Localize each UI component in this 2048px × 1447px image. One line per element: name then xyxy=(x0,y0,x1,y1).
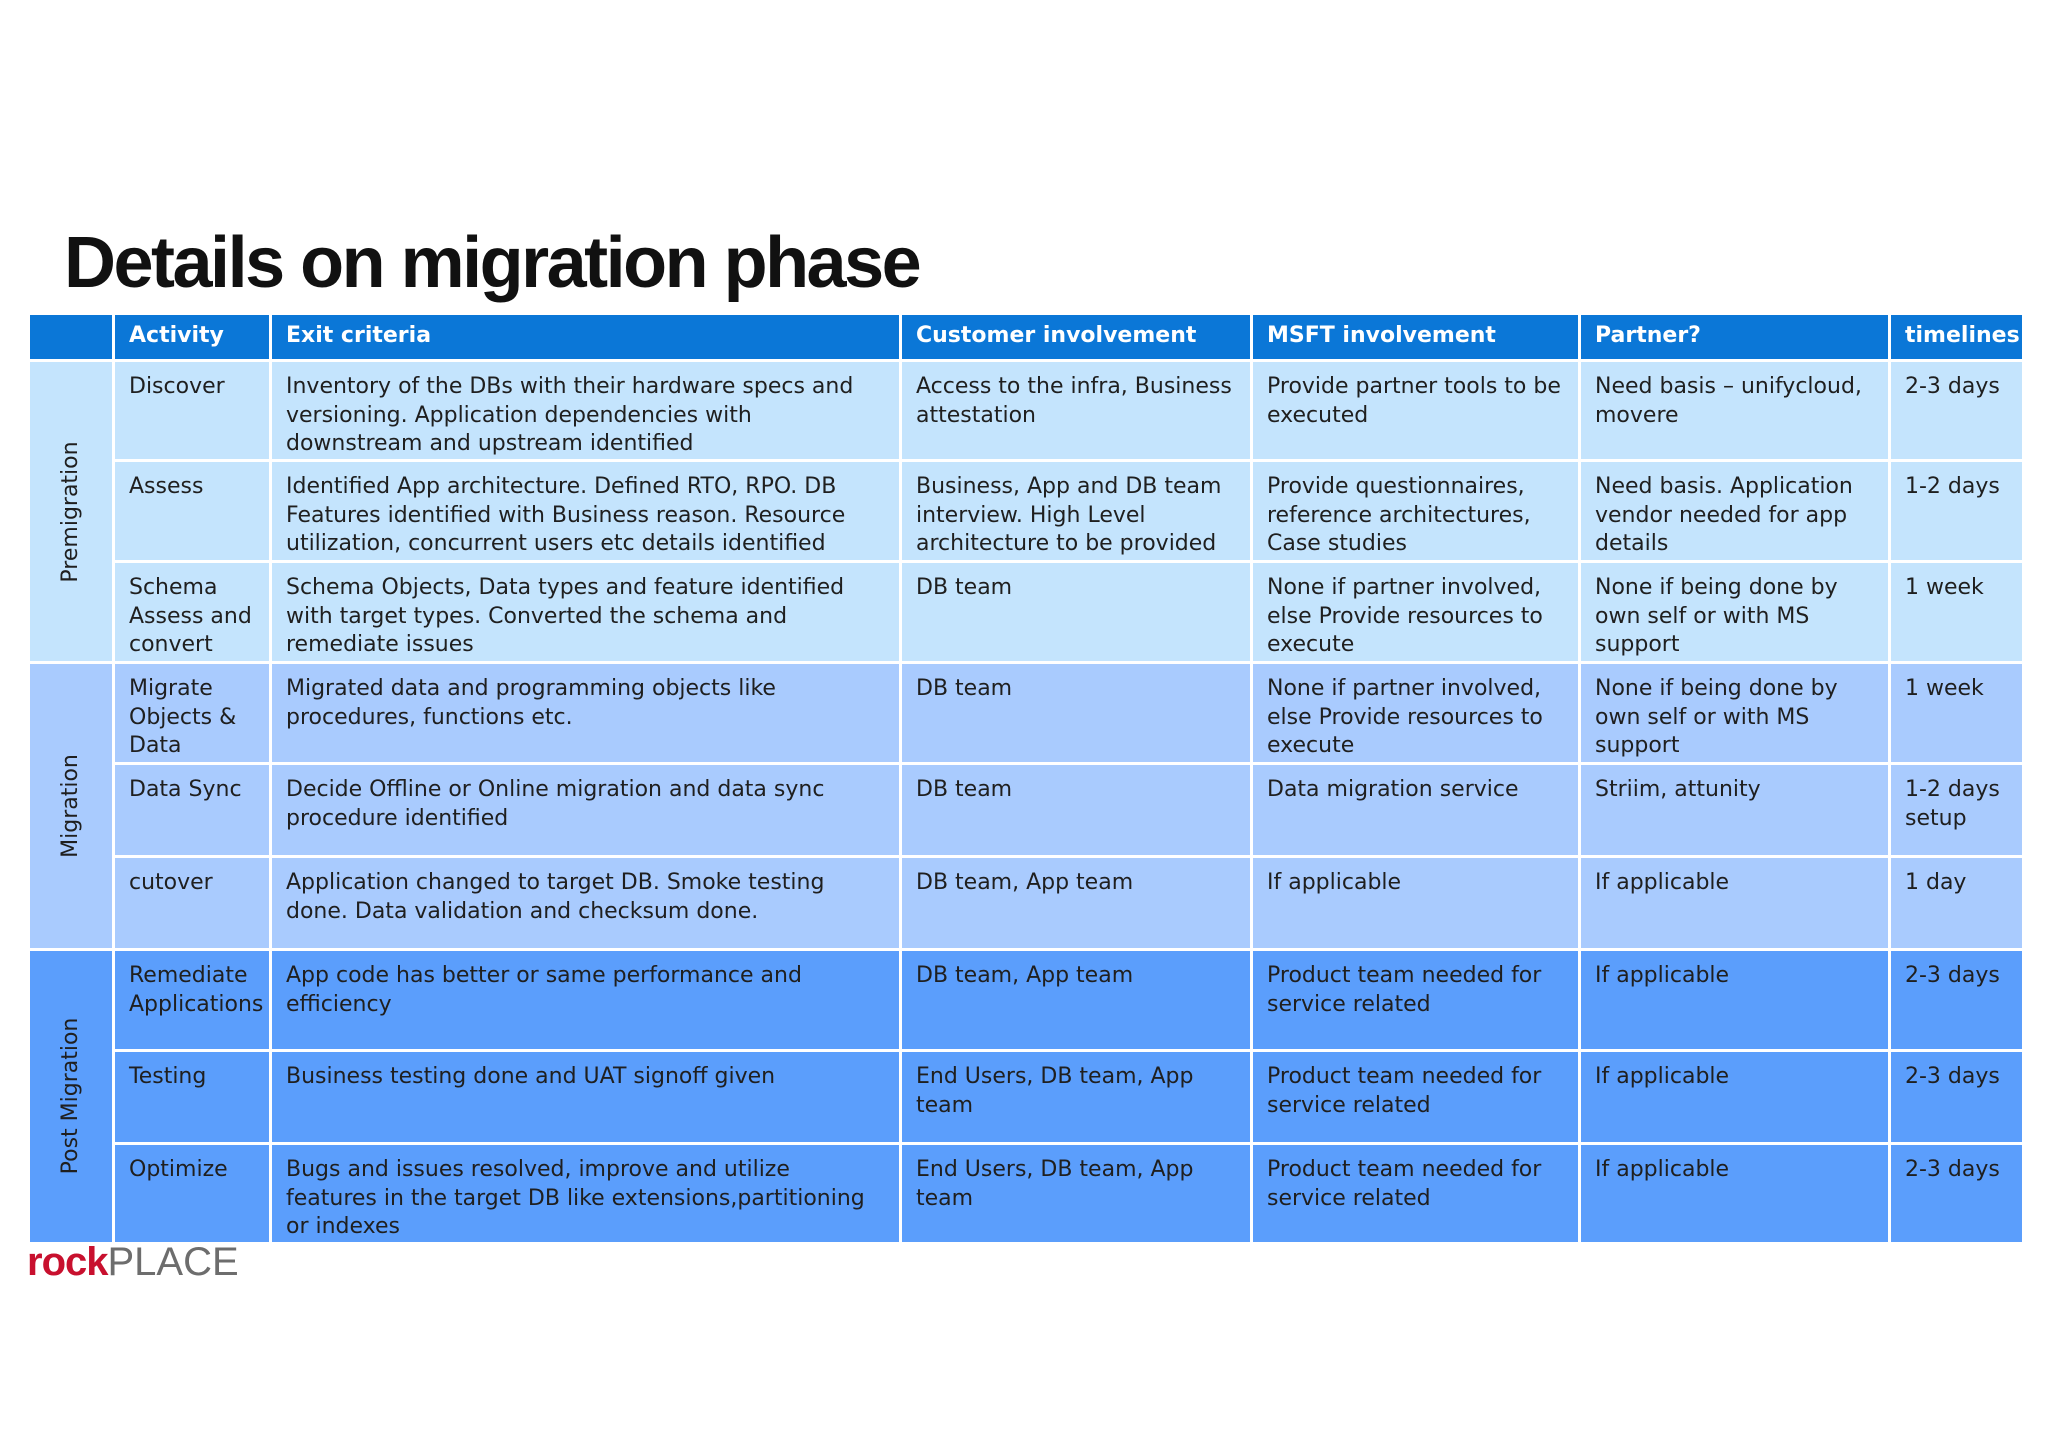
header-customer-involvement: Customer involvement xyxy=(901,314,1252,361)
table-row xyxy=(29,361,2024,461)
activity-cell: Assess xyxy=(114,461,271,562)
exit-criteria-cell: App code has better or same performance and efficiency xyxy=(271,950,901,1051)
partner-cell: Need basis – unifycloud, movere xyxy=(1580,361,1890,461)
activity-cell: cutover xyxy=(114,857,271,950)
header-exit-criteria: Exit criteria xyxy=(271,314,901,361)
phase-cell-post-migration xyxy=(29,950,114,1244)
msft-involvement-cell: None if partner involved, else Provide resources to execute xyxy=(1252,562,1580,663)
migration-phase-table xyxy=(27,312,2025,1245)
msft-involvement-cell: Product team needed for service related xyxy=(1252,950,1580,1051)
partner-cell: Need basis. Application vendor needed for app details xyxy=(1580,461,1890,562)
partner-cell: None if being done by own self or with MS support xyxy=(1580,663,1890,764)
msft-involvement-cell: Data migration service xyxy=(1252,764,1580,857)
exit-criteria-cell: Business testing done and UAT signoff given xyxy=(271,1051,901,1144)
page-title: Details on migration phase xyxy=(64,223,920,303)
activity-cell: Discover xyxy=(114,361,271,461)
customer-involvement-cell: Access to the infra, Business attestation xyxy=(901,361,1252,461)
exit-criteria-cell: Identified App architecture. Defined RTO, RPO. DB Features identified with Business reason. Resource utilization, concurrent users etc details identified xyxy=(271,461,901,562)
table-row xyxy=(29,461,2024,562)
logo-text-place: PLACE xyxy=(107,1240,239,1284)
activity-cell: Migrate Objects & Data xyxy=(114,663,271,764)
activity-cell: Optimize xyxy=(114,1144,271,1244)
partner-cell: If applicable xyxy=(1580,1051,1890,1144)
header-corner-cell xyxy=(29,314,114,361)
msft-involvement-cell: Provide questionnaires, reference architectures, Case studies xyxy=(1252,461,1580,562)
header-msft-involvement: MSFT involvement xyxy=(1252,314,1580,361)
msft-involvement-cell: If applicable xyxy=(1252,857,1580,950)
activity-cell: Remediate Applications xyxy=(114,950,271,1051)
partner-cell: If applicable xyxy=(1580,950,1890,1051)
table-row xyxy=(29,562,2024,663)
activity-cell: Schema Assess and convert xyxy=(114,562,271,663)
customer-involvement-cell: DB team, App team xyxy=(901,857,1252,950)
msft-involvement-cell: None if partner involved, else Provide resources to execute xyxy=(1252,663,1580,764)
exit-criteria-cell: Schema Objects, Data types and feature identified with target types. Converted the schema and remediate issues xyxy=(271,562,901,663)
customer-involvement-cell: End Users, DB team, App team xyxy=(901,1051,1252,1144)
exit-criteria-cell: Application changed to target DB. Smoke testing done. Data validation and checksum done. xyxy=(271,857,901,950)
msft-involvement-cell: Product team needed for service related xyxy=(1252,1051,1580,1144)
phase-cell-premigration xyxy=(29,361,114,663)
header-timelines: timelines xyxy=(1890,314,2024,361)
table-row xyxy=(29,950,2024,1051)
header-partner: Partner? xyxy=(1580,314,1890,361)
customer-involvement-cell: DB team xyxy=(901,663,1252,764)
logo-text-rock: rock xyxy=(27,1240,108,1284)
partner-cell: Striim, attunity xyxy=(1580,764,1890,857)
phase-label-premigration: Premigration xyxy=(57,440,83,583)
table-row xyxy=(29,857,2024,950)
rockplace-logo xyxy=(27,1240,239,1285)
timelines-cell: 1-2 days xyxy=(1890,461,2024,562)
activity-cell: Testing xyxy=(114,1051,271,1144)
table-row xyxy=(29,1144,2024,1244)
partner-cell: If applicable xyxy=(1580,857,1890,950)
phase-cell-migration xyxy=(29,663,114,950)
header-activity: Activity xyxy=(114,314,271,361)
exit-criteria-cell: Migrated data and programming objects like procedures, functions etc. xyxy=(271,663,901,764)
timelines-cell: 1-2 days setup xyxy=(1890,764,2024,857)
timelines-cell: 1 week xyxy=(1890,562,2024,663)
customer-involvement-cell: DB team xyxy=(901,764,1252,857)
timelines-cell: 1 week xyxy=(1890,663,2024,764)
customer-involvement-cell: DB team xyxy=(901,562,1252,663)
table-row xyxy=(29,663,2024,764)
timelines-cell: 2-3 days xyxy=(1890,950,2024,1051)
timelines-cell: 2-3 days xyxy=(1890,1144,2024,1244)
timelines-cell: 1 day xyxy=(1890,857,2024,950)
phase-label-migration: Migration xyxy=(57,754,83,858)
activity-cell: Data Sync xyxy=(114,764,271,857)
partner-cell: None if being done by own self or with MS support xyxy=(1580,562,1890,663)
table-row xyxy=(29,1051,2024,1144)
timelines-cell: 2-3 days xyxy=(1890,1051,2024,1144)
customer-involvement-cell: Business, App and DB team interview. High Level architecture to be provided xyxy=(901,461,1252,562)
exit-criteria-cell: Inventory of the DBs with their hardware specs and versioning. Application dependencies with downstream and upstream identified xyxy=(271,361,901,461)
customer-involvement-cell: DB team, App team xyxy=(901,950,1252,1051)
partner-cell: If applicable xyxy=(1580,1144,1890,1244)
customer-involvement-cell: End Users, DB team, App team xyxy=(901,1144,1252,1244)
exit-criteria-cell: Decide Offline or Online migration and data sync procedure identified xyxy=(271,764,901,857)
table-row xyxy=(29,764,2024,857)
msft-involvement-cell: Product team needed for service related xyxy=(1252,1144,1580,1244)
phase-label-post-migration: Post Migration xyxy=(57,1017,83,1175)
msft-involvement-cell: Provide partner tools to be executed xyxy=(1252,361,1580,461)
table-header-row xyxy=(29,314,2024,361)
timelines-cell: 2-3 days xyxy=(1890,361,2024,461)
exit-criteria-cell: Bugs and issues resolved, improve and utilize features in the target DB like extensions,partitioning or indexes xyxy=(271,1144,901,1244)
